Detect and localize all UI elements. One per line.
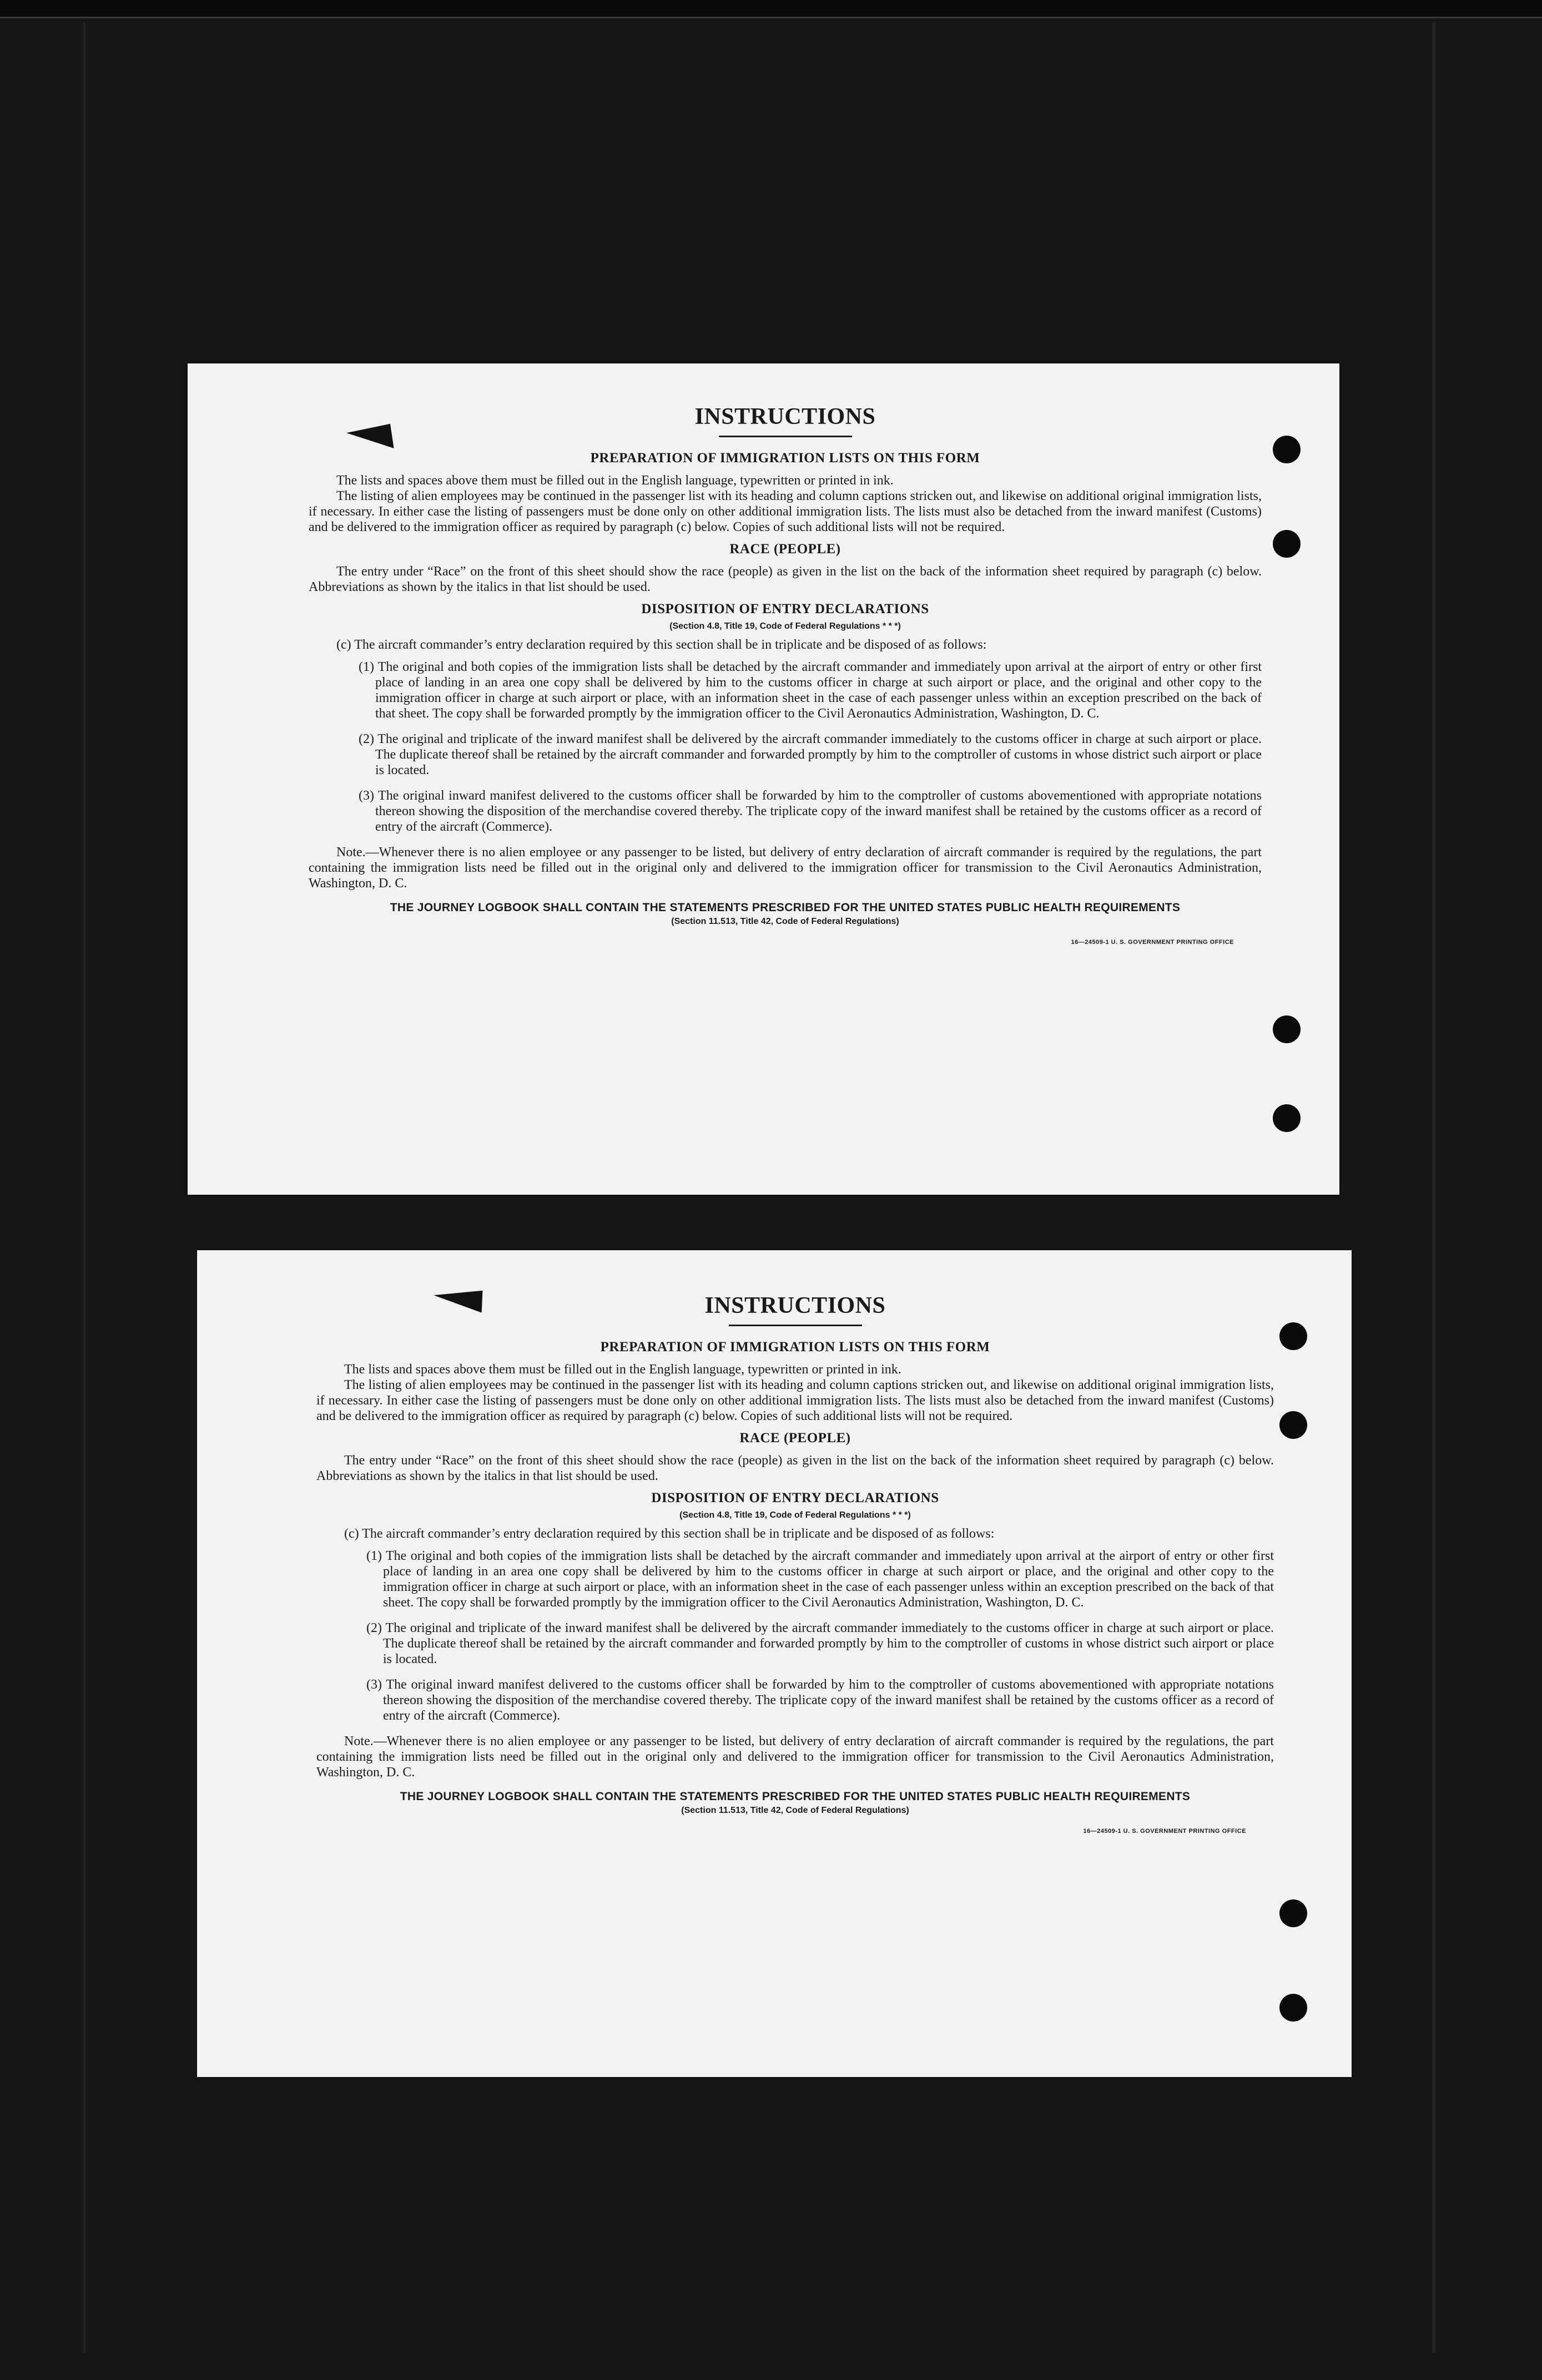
- list-item-1: (1) The original and both copies of the immigration lists shall be detached by the aircraft commander and immediately upon arrival at the airport of entry or other first place of landing in an area one copy shall be delivered by him to the customs officer in charge at such airport or place, and the original and other copy to the immigration officer in charge at such airport or place, with an information sheet in the case of each passenger unless within an exception prescribed on the back of that sheet. The copy shall be forwarded promptly by the immigration officer to the Civil Aeronautics Administration, Washington, D. C.: [359, 660, 1262, 721]
- sheet-1-content: [188, 403, 1339, 946]
- section-heading-disposition: DISPOSITION OF ENTRY DECLARATIONS: [641, 602, 929, 617]
- paragraph-lists: The lists and spaces above them must be filled out in the English language, typewritten or printed in ink.: [344, 1362, 901, 1377]
- list-item-1: (1) The original and both copies of the immigration lists shall be detached by the aircraft commander and immediately upon arrival at the airport of entry or other first place of landing in an area one copy shall be delivered by him to the customs officer in charge at such airport or place, and the original and other copy to the immigration officer in charge at such airport or place, with an information sheet in the case of each passenger unless within an exception prescribed on the back of that sheet. The copy shall be forwarded promptly by the immigration officer to the Civil Aeronautics Administration, Washington, D. C.: [366, 1549, 1274, 1610]
- paragraph-entry-declaration: (c) The aircraft commander’s entry declaration required by this section shall be in triplicate and be disposed of as follows:: [344, 1527, 995, 1541]
- sheet-2-content: [197, 1292, 1352, 1835]
- punch-hole: [1279, 1994, 1307, 2022]
- note-paragraph: Note.—Whenever there is no alien employee or any passenger to be listed, but delivery of entry declaration of aircraft commander is required by the regulations, the part containing the immigration lists need be filled out in the original only and delivered to the immigration officer for transmission to the Civil Aeronautics Administration, Washington, D. C.: [309, 845, 1262, 891]
- film-streak: [1432, 22, 1435, 2353]
- paragraph-race: The entry under “Race” on the front of this sheet should show the race (people) as given in the list on the back of the information sheet required by paragraph (c) below. Abbreviations as shown by the italics in that list should be used.: [309, 564, 1262, 594]
- paragraph-lists: The lists and spaces above them must be filled out in the English language, typewritten or printed in ink.: [336, 473, 894, 488]
- list-item-2: (2) The original and triplicate of the inward manifest shall be delivered by the aircraft commander immediately to the customs officer in charge at such airport or place. The duplicate thereof shall be retained by the aircraft commander and forwarded promptly by him to the comptroller of customs in whose district such airport or place is located.: [366, 1621, 1274, 1666]
- section-heading-preparation: PREPARATION OF IMMIGRATION LISTS ON THIS FORM: [590, 451, 980, 466]
- logbook-statement: THE JOURNEY LOGBOOK SHALL CONTAIN THE STATEMENTS PRESCRIBED FOR THE UNITED STATES PUBLIC HEALTH REQUIREMENTS: [390, 901, 1181, 914]
- note-paragraph: Note.—Whenever there is no alien employee or any passenger to be listed, but delivery of entry declaration of aircraft commander is required by the regulations, the part containing the immigration lists need be filled out in the original only and delivered to the immigration officer for transmission to the Civil Aeronautics Administration, Washington, D. C.: [316, 1734, 1274, 1780]
- list-item-2: (2) The original and triplicate of the inward manifest shall be delivered by the aircraft commander immediately to the customs officer in charge at such airport or place. The duplicate thereof shall be retained by the aircraft commander and forwarded promptly by him to the comptroller of customs in whose district such airport or place is located.: [359, 732, 1262, 777]
- printer-imprint: 16—24509-1 U. S. GOVERNMENT PRINTING OFFICE: [1071, 939, 1234, 946]
- section-heading-race: RACE (PEOPLE): [739, 1431, 851, 1446]
- instruction-sheet-1: [188, 363, 1339, 1195]
- instruction-sheet-2: [197, 1250, 1352, 2077]
- list-item-3: (3) The original inward manifest delivered to the customs officer shall be forwarded by him to the comptroller of customs abovementioned with appropriate notations thereon showing the disposition of the merchandise covered thereby. The triplicate copy of the inward manifest shall be retained by the customs officer as a record of entry of the aircraft (Commerce).: [366, 1677, 1274, 1723]
- list-item-3: (3) The original inward manifest delivered to the customs officer shall be forwarded by him to the comptroller of customs abovementioned with appropriate notations thereon showing the disposition of the merchandise covered thereby. The triplicate copy of the inward manifest shall be retained by the customs officer as a record of entry of the aircraft (Commerce).: [359, 789, 1262, 834]
- punch-hole: [1273, 1104, 1301, 1132]
- paragraph-alien-employees: The listing of alien employees may be continued in the passenger list with its heading and column captions stricken out, and likewise on additional original immigration lists, if necessary. In either case the listing of passengers must be done only on other additional immigration lists. The lists must also be detached from the inward manifest (Customs) and be delivered to the immigration officer as required by paragraph (c) below. Copies of such additional lists will not be required.: [309, 489, 1262, 534]
- section-heading-preparation: PREPARATION OF IMMIGRATION LISTS ON THIS FORM: [600, 1340, 990, 1355]
- paragraph-entry-declaration: (c) The aircraft commander’s entry declaration required by this section shall be in triplicate and be disposed of as follows:: [336, 638, 987, 652]
- page-title: INSTRUCTIONS: [704, 1293, 886, 1318]
- title-rule: [719, 436, 852, 437]
- page-title: INSTRUCTIONS: [694, 404, 876, 429]
- section-citation: (Section 4.8, Title 19, Code of Federal Regulations * * *): [679, 1510, 911, 1520]
- paragraph-race: The entry under “Race” on the front of this sheet should show the race (people) as given in the list on the back of the information sheet required by paragraph (c) below. Abbreviations as shown by the italics in that list should be used.: [316, 1453, 1274, 1483]
- printer-imprint: 16—24509-1 U. S. GOVERNMENT PRINTING OFFICE: [1083, 1828, 1246, 1835]
- paragraph-alien-employees: The listing of alien employees may be continued in the passenger list with its heading and column captions stricken out, and likewise on additional original immigration lists, if necessary. In either case the listing of passengers must be done only on other additional immigration lists. The lists must also be detached from the inward manifest (Customs) and be delivered to the immigration officer as required by paragraph (c) below. Copies of such additional lists will not be required.: [316, 1378, 1274, 1423]
- punch-hole: [1273, 1015, 1301, 1043]
- section-heading-disposition: DISPOSITION OF ENTRY DECLARATIONS: [651, 1490, 939, 1505]
- logbook-citation: (Section 11.513, Title 42, Code of Federal Regulations): [671, 917, 899, 926]
- title-rule: [729, 1325, 862, 1326]
- section-heading-race: RACE (PEOPLE): [729, 542, 841, 557]
- logbook-statement: THE JOURNEY LOGBOOK SHALL CONTAIN THE STATEMENTS PRESCRIBED FOR THE UNITED STATES PUBLIC HEALTH REQUIREMENTS: [400, 1790, 1191, 1803]
- punch-hole: [1279, 1899, 1307, 1927]
- section-citation: (Section 4.8, Title 19, Code of Federal Regulations * * *): [669, 621, 901, 631]
- logbook-citation: (Section 11.513, Title 42, Code of Federal Regulations): [681, 1806, 909, 1815]
- film-streak: [83, 22, 85, 2353]
- film-top-edge: [0, 0, 1542, 18]
